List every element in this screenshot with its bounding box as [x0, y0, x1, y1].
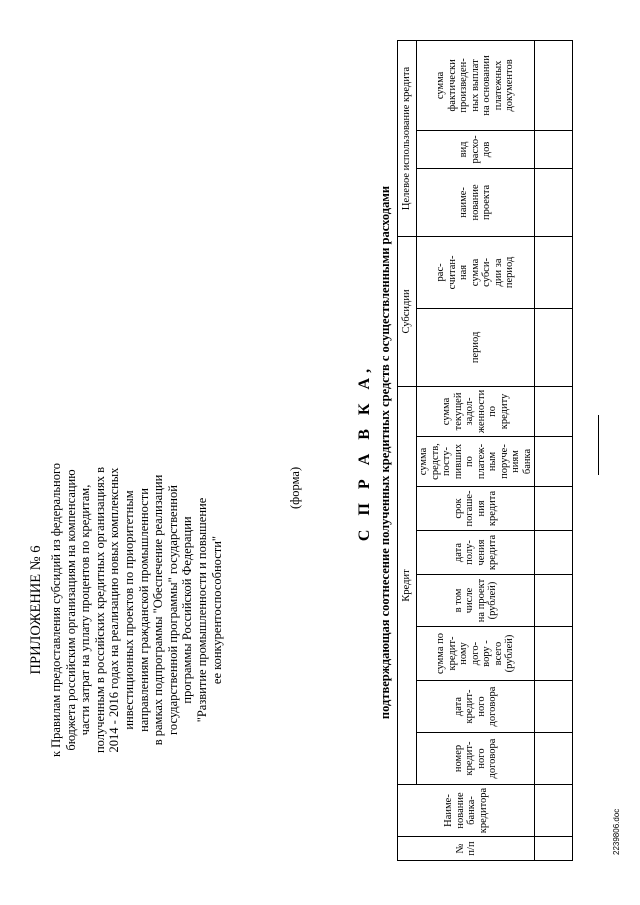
col-credit-agreement-number: номер кредит- ного договора	[417, 733, 535, 785]
table-cell	[535, 733, 573, 785]
table-cell	[535, 837, 573, 861]
table-header-row-groups	[398, 40, 417, 860]
col-credit-total-amount: сумма по кредит- ному дого- вору - всего (рублей)	[417, 627, 535, 681]
appendix-line: 2014 - 2016 годах на реализацию новых комплексных	[107, 467, 122, 753]
col-number: № п/п	[398, 837, 535, 861]
table-cell	[535, 308, 573, 386]
appendix-line: в рамках подпрограммы "Обеспечение реализации	[151, 474, 166, 746]
col-subsidy-calculated-amount: рас- считан- ная сумма субси- дии за период	[417, 236, 535, 308]
col-credit-received-funds: сумма средств, посту- пивших по платеж- ным поруче- ниям банка	[417, 437, 535, 487]
document-subtitle: подтверждающая соотнесение полученных кредитных средств с осуществленными расходами	[378, 185, 392, 720]
table-header-row-columns	[417, 40, 535, 860]
appendix-line: к Правилам предоставления субсидий из федерального	[49, 462, 63, 758]
appendix-line: бюджета российским организациям на компенсацию	[63, 469, 78, 751]
appendix-line: полученным в российских кредитных организациях в	[92, 466, 107, 754]
col-usage-actual-payments: сумма фактически произведен- ных выплат на основании платежных документов	[417, 40, 535, 130]
appendix-line: государственной программы" государственной	[165, 485, 180, 735]
col-usage-project-name: наиме- нование проекта	[417, 168, 535, 236]
col-credit-receipt-date: дата полу- чения кредита	[417, 531, 535, 575]
table-cell	[535, 168, 573, 236]
group-subsidy: Субсидии	[398, 236, 417, 386]
group-usage: Целевое использование кредита	[398, 40, 417, 236]
col-credit-project-amount: в том числе на проект (рублей)	[417, 575, 535, 627]
appendix-title: ПРИЛОЖЕНИЕ № 6	[28, 545, 44, 675]
col-credit-agreement-date: дата кредит- ного договора	[417, 681, 535, 733]
table-cell	[535, 487, 573, 531]
table-row	[535, 40, 573, 860]
col-bank-name: Наиме- нование банка- кредитора	[398, 785, 535, 837]
appendix-line: "Развитие промышленности и повышение	[194, 497, 209, 723]
document-id: 2239806.doc	[612, 808, 621, 855]
appendix-line: инвестиционных проектов по приоритетным	[121, 490, 136, 730]
appendix-line: ее конкурентоспособности"	[209, 535, 224, 685]
table-cell	[535, 386, 573, 436]
table-cell	[535, 236, 573, 308]
appendix-block	[28, 410, 224, 810]
form-table	[397, 40, 573, 861]
col-subsidy-period: период	[417, 308, 535, 386]
table-cell	[535, 437, 573, 487]
appendix-line: части затрат на уплату процентов по кредитам,	[78, 484, 93, 736]
col-usage-expense-type: вид расхо- дов	[417, 130, 535, 168]
end-rule	[598, 415, 599, 475]
table-cell	[535, 40, 573, 130]
group-credit: Кредит	[398, 386, 417, 784]
table-cell	[535, 531, 573, 575]
appendix-line: программы Российской Федерации	[180, 516, 195, 704]
document-title: С П Р А В К А,	[356, 363, 373, 542]
col-credit-current-debt: сумма текущей задол- женности по кредиту	[417, 386, 535, 436]
form-label: (форма)	[288, 466, 302, 509]
table-cell	[535, 785, 573, 837]
table-cell	[535, 681, 573, 733]
table-cell	[535, 130, 573, 168]
appendix-line: направлениям гражданской промышленности	[136, 488, 151, 732]
col-credit-repayment-term: срок погаше- ния кредита	[417, 487, 535, 531]
table-cell	[535, 575, 573, 627]
table-cell	[535, 627, 573, 681]
